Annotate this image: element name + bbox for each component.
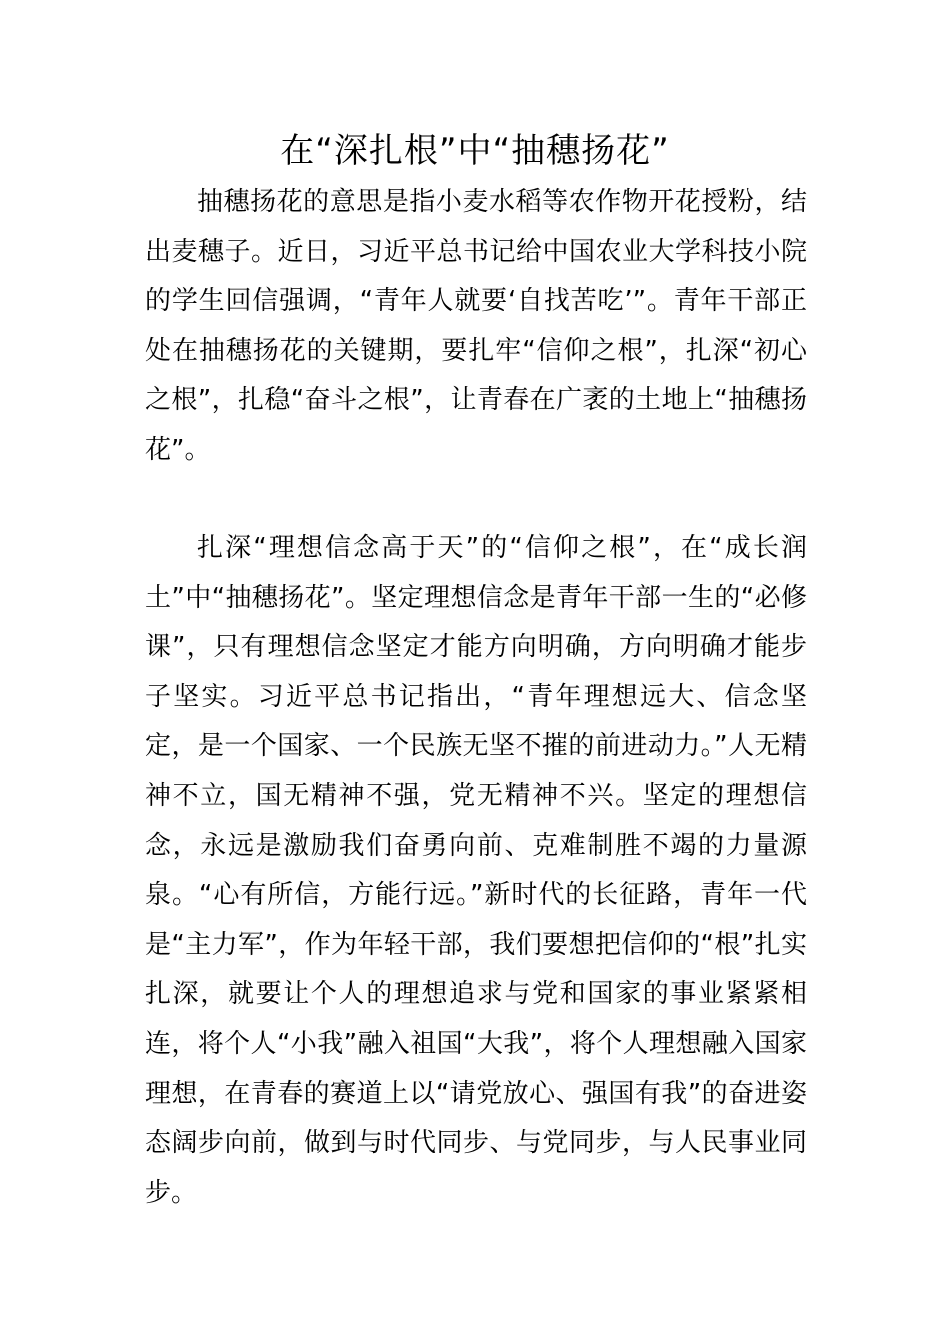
paragraph-intro: 抽穗扬花的意思是指小麦水稻等农作物开花授粉，结出麦穗子。近日，习近平总书记给中国农业大学科技小院的学生回信强调，“青年人就要‘自找苦吃’”。青年干部正处在抽穗扬花的关键期，要扎牢“信仰之根”，扎深“初心之根”，扎稳“奋斗之根”，让青春在广袤的土地上“抽穗扬花”。	[145, 187, 807, 465]
paragraph-belief-root: 扎深“理想信念高于天”的“信仰之根”，在“成长润土”中“抽穗扬花”。坚定理想信念是青年干部一生的“必修课”，只有理想信念坚定才能方向明确，方向明确才能步子坚实。习近平总书记指出，“青年理想远大、信念坚定，是一个国家、一个民族无坚不摧的前进动力。”人无精神不立，国无精神不强，党无精神不兴。坚定的理想信念，永远是激励我们奋勇向前、克难制胜不竭的力量源泉。“心有所信，方能行远。”新时代的长征路，青年一代是“主力军”，作为年轻干部，我们要想把信仰的“根”扎实扎深，就要让个人的理想追求与党和国家的事业紧紧相连，将个人“小我”融入祖国“大我”，将个人理想融入国家理想，在青春的赛道上以“请党放心、强国有我”的奋进姿态阔步向前，做到与时代同步、与党同步，与人民事业同步。	[145, 533, 807, 1208]
page-title: 在“深扎根”中“抽穗扬花”	[280, 131, 670, 171]
